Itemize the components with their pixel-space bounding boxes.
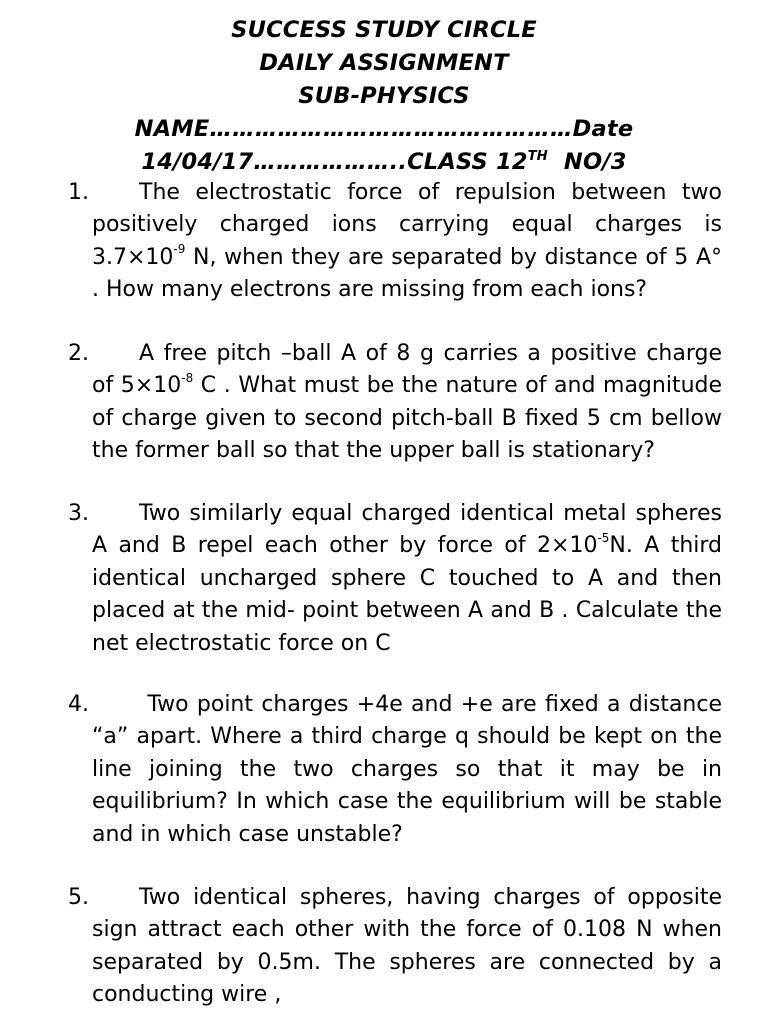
question-number: 4. — [68, 692, 89, 717]
assignment-number: NO/3 — [547, 149, 627, 175]
subject-line: SUB-PHYSICS — [298, 83, 470, 109]
question-5 — [68, 882, 722, 1012]
exponent: -9 — [173, 242, 186, 257]
question-text: The electrostatic force of repulsion between two positively charged ions carrying equal charges is 3.7×10 — [92, 180, 722, 270]
date-class-line — [0, 146, 768, 179]
question-number: 2. — [68, 341, 89, 366]
question-text-cont: N. A third identical uncharged sphere C touched to A and then placed at the mid- point between A and B . Calculate the net electrostatic force on C — [92, 533, 722, 656]
assignment-header — [0, 14, 768, 179]
question-3 — [68, 498, 722, 689]
institute-name: SUCCESS STUDY CIRCLE — [231, 17, 537, 43]
assignment-title: DAILY ASSIGNMENT — [259, 50, 509, 76]
date-class-text: 14/04/17………………..CLASS 12 — [141, 149, 528, 175]
class-superscript: TH — [527, 148, 548, 164]
question-1 — [68, 177, 722, 338]
question-2 — [68, 338, 723, 498]
exponent: -5 — [597, 531, 610, 546]
question-number: 3. — [68, 501, 89, 526]
name-date-line: NAME…………………………………………Date — [134, 116, 634, 142]
question-text: Two point charges +4e and +e are fixed a distance “a” apart. Where a third charge q should be kept on the line joining the two charges so that it may be in equilibrium? In which case the equilibrium will be stable and in which case unstable? — [92, 692, 722, 847]
question-number: 1. — [68, 180, 89, 205]
question-text: Two similarly equal charged identical metal spheres A and B repel each other by force of 2×10 — [92, 501, 722, 559]
question-number: 5. — [68, 885, 89, 910]
question-text: Two identical spheres, having charges of opposite sign attract each other with the force of 0.108 N when separated by 0.5m. The spheres are connected by a conducting wire , — [92, 885, 722, 1008]
question-4 — [68, 689, 722, 882]
question-text-cont: N, when they are separated by distance of 5 A° . How many electrons are missing from each ions? — [92, 244, 722, 303]
exponent: -8 — [181, 371, 194, 386]
question-text-cont: C . What must be the nature of and magnitude of charge given to second pitch-ball B fixed 5 cm bellow the former ball so that the upper ball is stationary? — [92, 373, 723, 464]
question-list — [0, 177, 768, 1012]
question-text: A free pitch –ball A of 8 g carries a positive charge of 5×10 — [92, 341, 722, 399]
